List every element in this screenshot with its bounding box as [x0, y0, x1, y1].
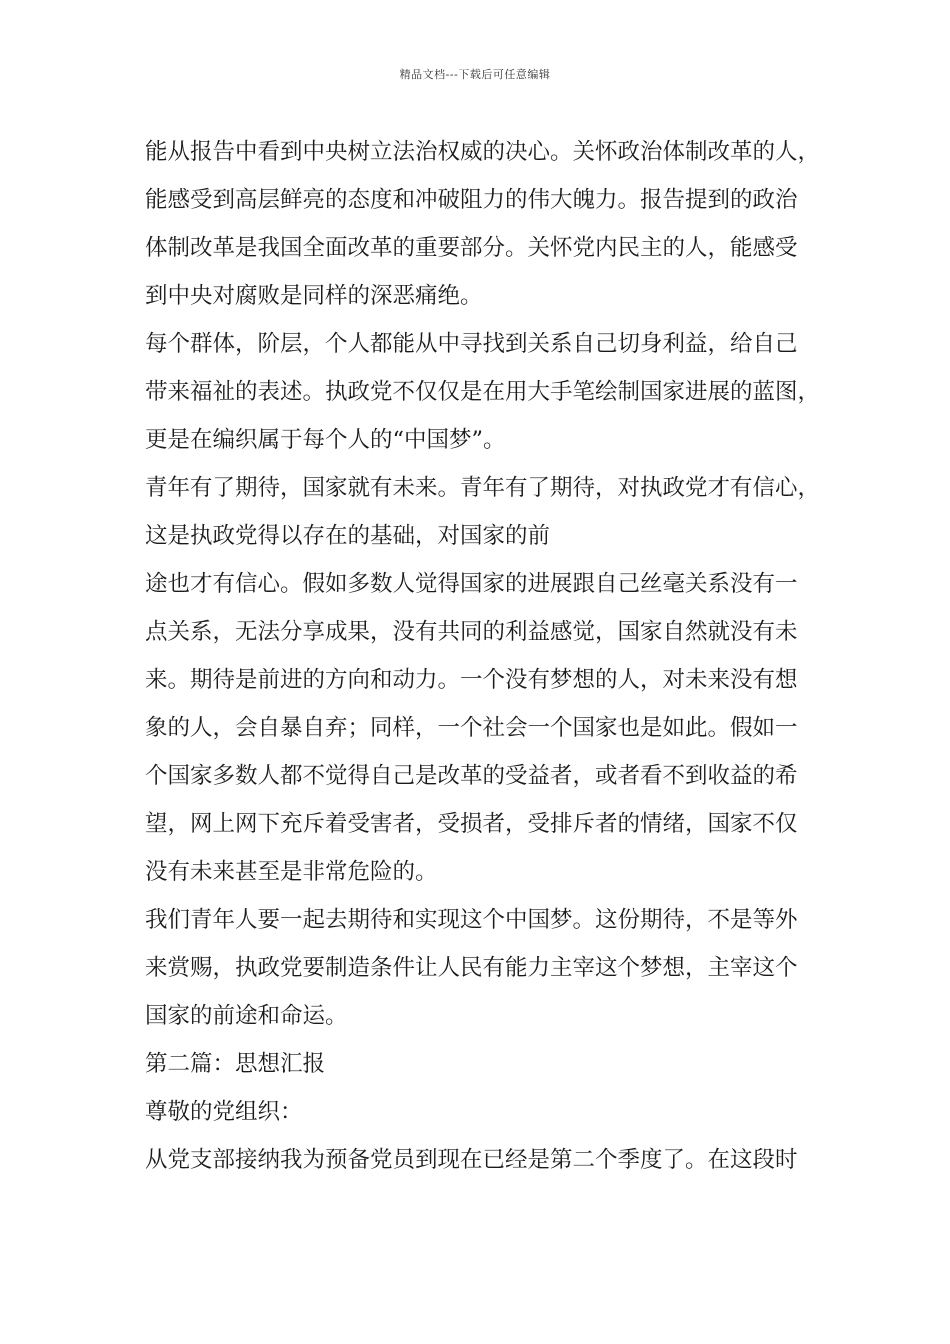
text-line: 国家的前途和命运。: [145, 1003, 348, 1029]
section-heading: 第二篇：思想汇报: [145, 1051, 326, 1077]
text-line: 象的人，会自暴自弃；同样，一个社会一个国家也是如此。假如一: [145, 715, 798, 741]
text-line: 点关系，无法分享成果，没有共同的利益感觉，国家自然就没有未: [145, 619, 798, 645]
text-line: 每个群体，阶层，个人都能从中寻找到关系自己切身利益，给自己: [145, 331, 798, 357]
salutation: 尊敬的党组织：: [145, 1099, 303, 1125]
text-line: 到中央对腐败是同样的深恶痛绝。: [145, 283, 483, 309]
text-line: 能从报告中看到中央树立法治权威的决心。关怀政治体制改革的人，: [145, 139, 821, 165]
document-body: [145, 128, 825, 1184]
text-line: 来。期待是前进的方向和动力。一个没有梦想的人，对未来没有想: [145, 667, 798, 693]
text-line: 能感受到高层鲜亮的态度和冲破阻力的伟大魄力。报告提到的政治: [145, 187, 798, 213]
text-line: 没有未来甚至是非常危险的。: [145, 859, 438, 885]
page-header: 精品文档---下载后可任意编辑: [399, 68, 551, 81]
text-line: 个国家多数人都不觉得自己是改革的受益者，或者看不到收益的希: [145, 763, 798, 789]
text-line: 望，网上网下充斥着受害者，受损者，受排斥者的情绪，国家不仅: [145, 811, 798, 837]
text-line: 从党支部接纳我为预备党员到现在已经是第二个季度了。在这段时: [145, 1147, 798, 1173]
text-line: 体制改革是我国全面改革的重要部分。关怀党内民主的人，能感受: [145, 235, 798, 261]
text-line: 来赏赐，执政党要制造条件让人民有能力主宰这个梦想，主宰这个: [145, 955, 798, 981]
text-line: 青年有了期待，国家就有未来。青年有了期待，对执政党才有信心，: [145, 475, 821, 501]
text-line: 更是在编织属于每个人的“中国梦”。: [145, 427, 506, 453]
text-line: 途也才有信心。假如多数人觉得国家的进展跟自己丝毫关系没有一: [145, 571, 798, 597]
text-line: 这是执政党得以存在的基础，对国家的前: [145, 523, 551, 549]
text-line: 带来福祉的表述。执政党不仅仅是在用大手笔绘制国家进展的蓝图，: [145, 379, 821, 405]
text-line: 我们青年人要一起去期待和实现这个中国梦。这份期待，不是等外: [145, 907, 798, 933]
